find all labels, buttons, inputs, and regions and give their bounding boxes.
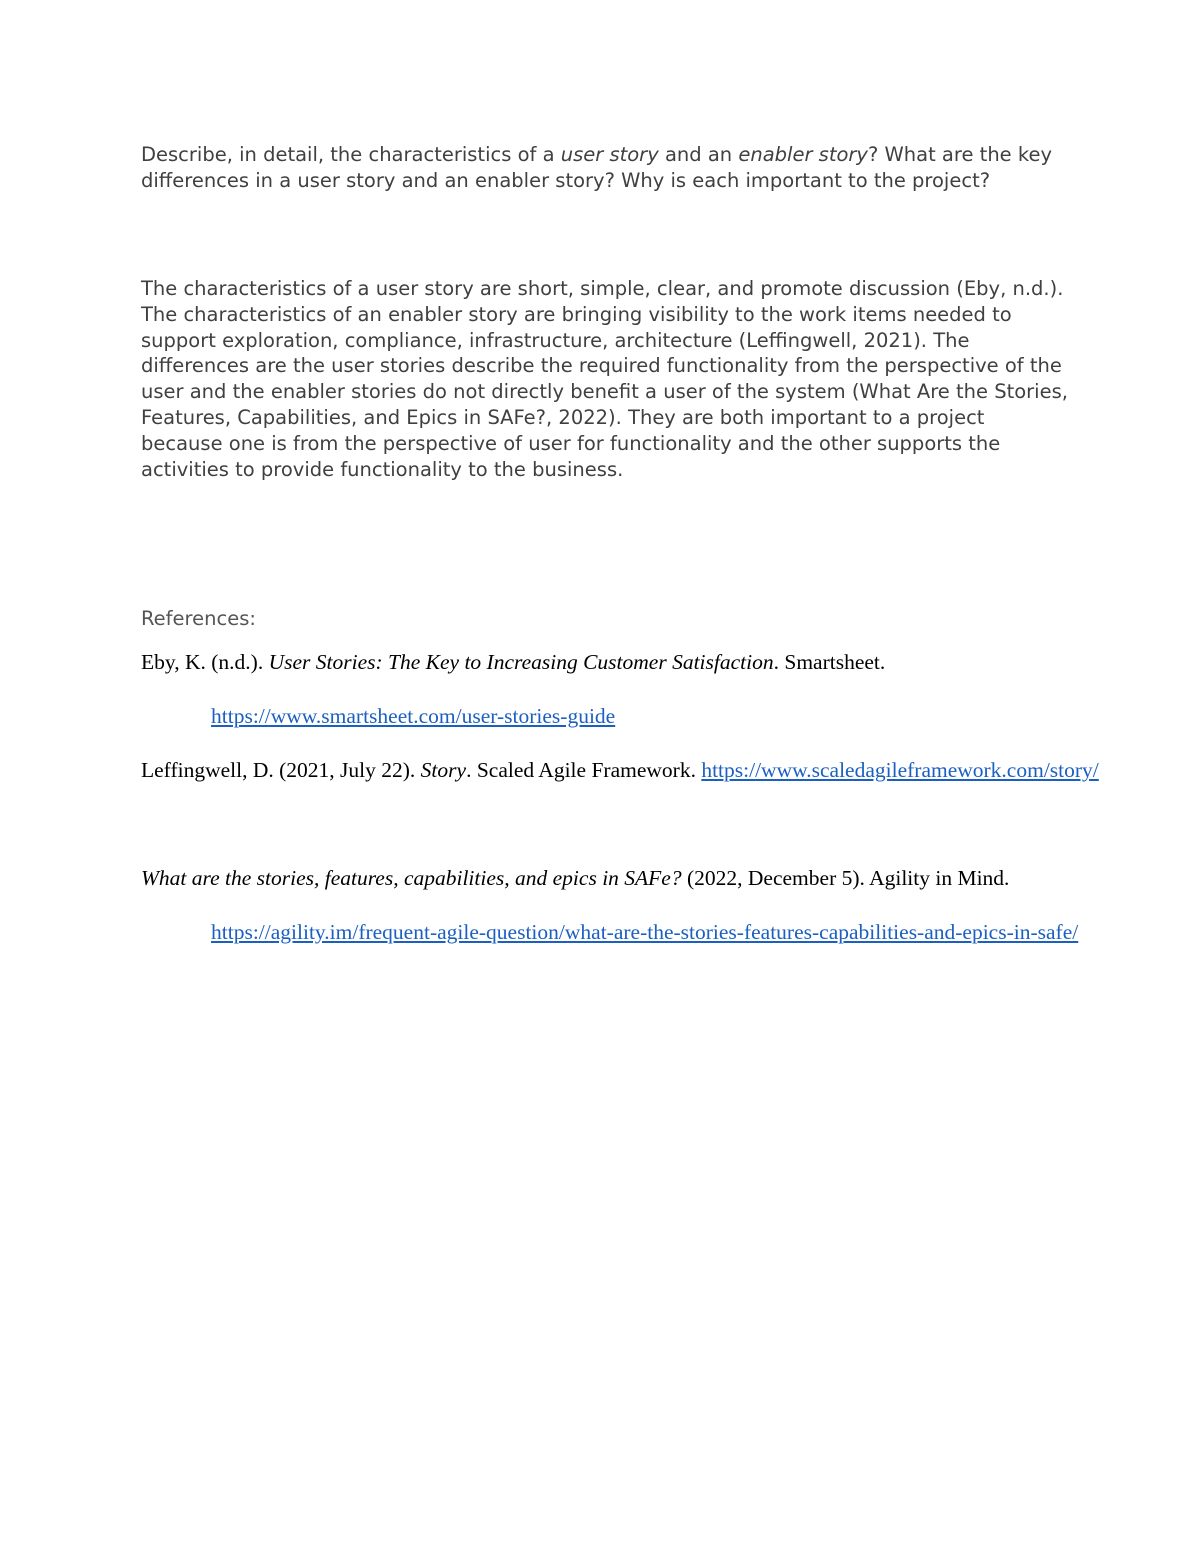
reference-title: What are the stories, features, capabilities, and epics in SAFe?	[141, 866, 682, 890]
question-term-enabler-story: enabler story	[738, 143, 868, 166]
reference-author: Eby, K. (n.d.).	[141, 650, 269, 674]
reference-entry-eby	[141, 635, 1141, 743]
reference-link-scaled-agile[interactable]: https://www.scaledagileframework.com/story/	[701, 758, 1099, 782]
references-heading: References:	[141, 607, 256, 630]
reference-link-agility[interactable]: https://agility.im/frequent-agile-question/what-are-the-stories-features-capabilities-and-epics-in-safe/	[211, 920, 1079, 944]
reference-link-smartsheet[interactable]: https://www.smartsheet.com/user-stories-guide	[211, 704, 616, 728]
question-text-part3: ? What are the key differences in a user story and an enabler story? Why is each important to the project?	[141, 143, 1053, 192]
reference-publisher: . Smartsheet.	[773, 650, 886, 674]
question-text-part2: and an	[658, 143, 739, 166]
reference-publisher: . Scaled Agile Framework.	[466, 758, 702, 782]
reference-author: Leffingwell, D. (2021, July 22).	[141, 758, 421, 782]
reference-publisher: (2022, December 5). Agility in Mind.	[681, 866, 1010, 890]
question-text-part1: Describe, in detail, the characteristics of a	[141, 143, 561, 166]
question-term-user-story: user story	[560, 143, 659, 166]
reference-title: User Stories: The Key to Increasing Customer Satisfaction	[268, 650, 774, 674]
reference-entry-leffingwell	[141, 743, 1141, 797]
answer-paragraph: The characteristics of a user story are short, simple, clear, and promote discussion (Eby, n.d.). The characteristics of an enabler story are bringing visibility to the work items needed to support exploration, compliance, infrastructure, architecture (Leffingwell, 2021). The differences are the user stories describe the required functionality from the perspective of the user and the enabler stories do not directly benefit a user of the system (What Are the Stories, Features, Capabilities, and Epics in SAFe?, 2022). They are both important to a project because one is from the perspective of user for functionality and the other supports the activities to provide functionality to the business.	[141, 277, 1068, 481]
reference-title: Story	[420, 758, 467, 782]
reference-entry-agility	[141, 851, 1141, 959]
assignment-question	[141, 142, 1071, 194]
